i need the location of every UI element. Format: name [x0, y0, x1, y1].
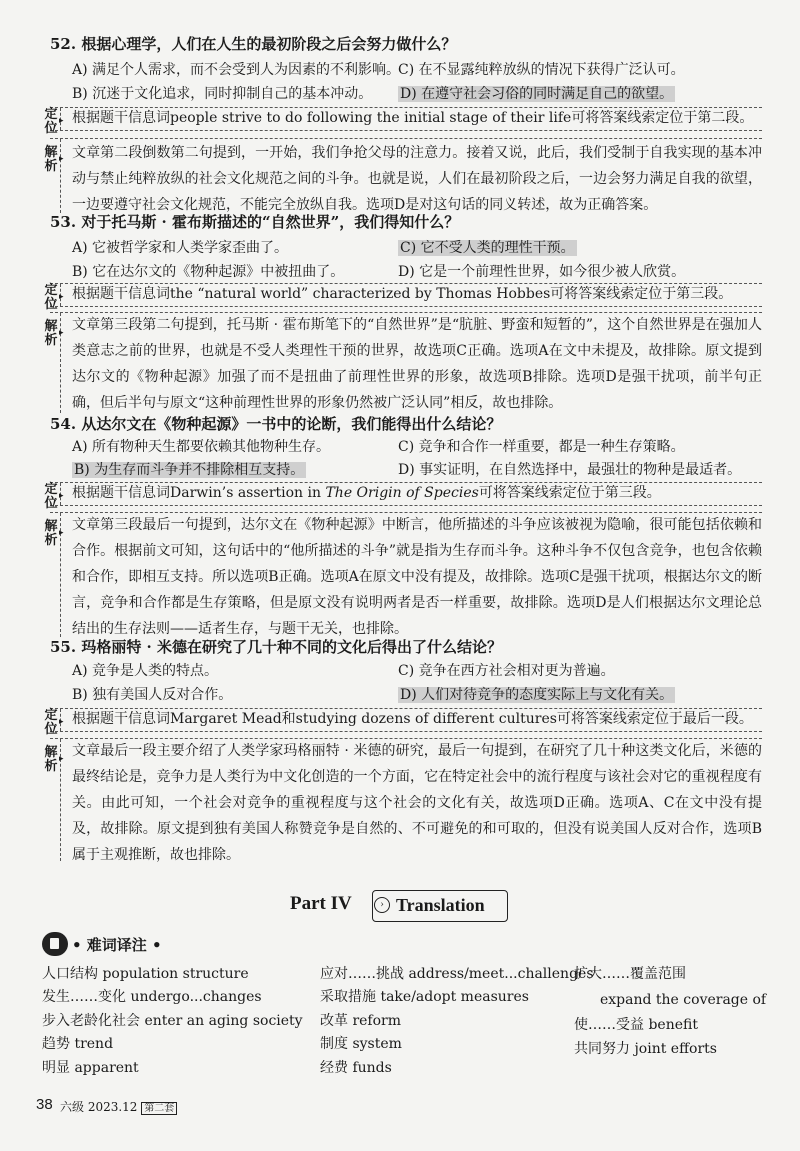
q52-answer-highlight: D) 在遵守社会习俗的同时满足自己的欲望。: [400, 86, 674, 102]
vocab-heading-label: • 难词译注 •: [72, 936, 162, 954]
page-number: 38: [36, 1096, 53, 1113]
arrow-right-icon: ▸: [59, 328, 64, 338]
vocab-item: 改革 reform: [320, 1013, 402, 1029]
footer-exam-label: 六级 2023.12: [60, 1100, 138, 1114]
explain-tag-label: 解析: [44, 145, 58, 174]
q54-option-d: D) 事实证明，在自然选择中，最强壮的物种是最适者。: [398, 462, 742, 478]
arrow-right-icon: ▸: [59, 491, 64, 501]
vocab-item: 趋势 trend: [42, 1036, 114, 1052]
question-54-title: 54. 从达尔文在《物种起源》一书中的论断，我们能得出什么结论？: [50, 415, 502, 433]
q55-option-d: [398, 685, 675, 705]
book-title: The Origin of Species: [325, 485, 479, 501]
q53-locate-tag: [44, 283, 64, 312]
locate-tag-label: 定位: [44, 708, 58, 737]
q53-option-a: A) 它被哲学家和人类学家歪曲了。: [72, 240, 289, 256]
vocab-item: 明显 apparent: [42, 1060, 139, 1076]
q52-option-a: A) 满足个人需求，而不会受到人为因素的不利影响。: [72, 62, 401, 78]
q54-option-a: A) 所有物种天生都要依赖其他物种生存。: [72, 439, 331, 455]
vocab-item: 共同努力 joint efforts: [574, 1041, 717, 1057]
q53-explanation: 文章第三段第二句提到，托马斯 · 霍布斯笔下的“自然世界”是“肮脏、野蛮和短暂的”，这个自然世界是在强加人类意志之前的世界，也就是不受人类理性干预的世界，故选项C正确。选项A在文中未提及，故排除。原文提到达尔文的《物种起源》加强了而不是扭曲了前理性世界的形象，故选项B排除。选项D是强干扰项，前半句正确，但后半句与原文“这种前理性世界的形象仍然被广泛认同”相反，故也排除。: [72, 317, 762, 411]
q53-option-c: [398, 238, 577, 258]
q54-answer-highlight: B) 为生存而斗争并不排除相互支持。: [74, 462, 305, 478]
locate-text-part: 根据题干信息词Darwin’s assertion in: [72, 485, 326, 501]
explain-tag-label: 解析: [44, 745, 58, 774]
vocab-item: 制度 system: [320, 1036, 402, 1052]
q55-option-a: A) 竞争是人类的特点。: [72, 663, 219, 679]
q54-option-b: [72, 460, 306, 480]
vocab-item: 经费 funds: [320, 1060, 392, 1076]
locate-tag-label: 定位: [44, 283, 58, 312]
q54-locate-tag: [44, 482, 64, 511]
q54-explain-tag: [44, 519, 64, 548]
q52-option-d: [398, 84, 675, 104]
q54-locate-text: [72, 483, 661, 503]
q55-option-b: B) 独有美国人反对合作。: [72, 687, 233, 703]
explain-tag-label: 解析: [44, 519, 58, 548]
locate-text-part: 可将答案线索定位于第三段。: [478, 485, 661, 501]
vocab-item: 扩大……覆盖范围: [574, 966, 686, 982]
question-55-title: 55. 玛格丽特 · 米德在研究了几十种不同的文化后得出了什么结论？: [50, 638, 502, 656]
q52-explanation: 文章第二段倒数第二句提到，一开始，我们争抢父母的注意力。接着又说，此后，我们受制于自我实现的基本冲动与禁止纯粹放纵的社会文化规范之间的斗争。也就是说，人们在最初阶段之后，一边会努力满足自我的欲望，一边要遵守社会文化规范，不能完全放纵自我。选项D是对这句话的同义转述，故为正确答案。: [72, 145, 762, 213]
q55-explanation: 文章最后一段主要介绍了人类学家玛格丽特 · 米德的研究，最后一句提到，在研究了几十种这类文化后，米德的最终结论是，竞争力是人类行为中文化创造的一个方面，它在特定社会中的流行程度与该社会对它的重视程度有关。由此可知，一个社会对竞争的重视程度与这个社会的文化有关，故选项D正确。选项A、C在文中没有提及，故排除。原文提到独有美国人称赞竞争是自然的、不可避免的和可取的，但没有说美国人反对合作，选项B属于主观推断，故也排除。: [72, 743, 762, 863]
chevron-right-icon: ›: [374, 897, 390, 913]
vocab-item: 应对……挑战 address/meet...challenges: [320, 966, 594, 982]
q55-answer-highlight: D) 人们对待竞争的态度实际上与文化有关。: [400, 687, 674, 703]
explain-tag-label: 解析: [44, 319, 58, 348]
q55-locate-text: 根据题干信息词Margaret Mead和studying dozens of different cultures可将答案线索定位于最后一段。: [72, 711, 753, 727]
arrow-right-icon: ▸: [59, 154, 64, 164]
q53-option-d: D) 它是一个前理性世界，如今很少被人欣赏。: [398, 264, 686, 280]
q52-explain-tag: [44, 145, 64, 174]
q53-option-b: B) 它在达尔文的《物种起源》中被扭曲了。: [72, 264, 345, 280]
q52-locate-tag: [44, 107, 64, 136]
vocab-item: 使……受益 benefit: [574, 1017, 698, 1033]
vocab-item: 发生……变化 undergo...changes: [42, 989, 262, 1005]
part-title: Part IV: [290, 893, 352, 914]
q52-option-b: B) 沉迷于文化追求，同时抑制自己的基本冲动。: [72, 86, 373, 102]
q53-locate-text: 根据题干信息词the “natural world” characterized by Thomas Hobbes可将答案线索定位于第三段。: [72, 286, 733, 302]
dash-divider: [60, 139, 61, 213]
locate-tag-label: 定位: [44, 482, 58, 511]
q52-option-c: C) 在不显露纯粹放纵的情况下获得广泛认可。: [398, 62, 685, 78]
section-label: Translation: [396, 895, 485, 915]
vocab-item: expand the coverage of: [600, 992, 767, 1008]
q55-explain-tag: [44, 745, 64, 774]
q52-locate-text: 根据题干信息词people strive to do following the initial stage of their life可将答案线索定位于第二段。: [72, 110, 754, 126]
q54-explanation: 文章第三段最后一句提到，达尔文在《物种起源》中断言，他所描述的斗争应该被视为隐喻，很可能包括依赖和合作。根据前文可知，这句话中的“他所描述的斗争”就是指为生存而斗争。这种斗争不仅包含竞争，也包含依赖和合作，即相互支持。所以选项B正确。选项A在原文中没有提及，故排除。选项C是强干扰项，根据达尔文的断言，竞争和合作都是生存策略，但是原文没有说明两者是否一样重要，故排除。选项D是人们根据达尔文理论总结出的生存法则——适者生存，与题干无关，也排除。: [72, 517, 762, 637]
arrow-right-icon: ▸: [59, 292, 64, 302]
arrow-right-icon: ▸: [59, 717, 64, 727]
arrow-right-icon: ▸: [59, 528, 64, 538]
locate-tag-label: 定位: [44, 107, 58, 136]
vocab-item: 步入老龄化社会 enter an aging society: [42, 1013, 303, 1029]
q55-locate-tag: [44, 708, 64, 737]
notebook-icon: [42, 932, 68, 956]
arrow-right-icon: ▸: [59, 116, 64, 126]
vocab-item: 人口结构 population structure: [42, 966, 249, 982]
footer-label: [60, 1098, 177, 1115]
vocab-item: 采取措施 take/adopt measures: [320, 989, 529, 1005]
question-52-title: 52. 根据心理学，人们在人生的最初阶段之后会努力做什么？: [50, 35, 457, 53]
q53-answer-highlight: C) 它不受人类的理性干预。: [400, 240, 575, 256]
question-53-title: 53. 对于托马斯 · 霍布斯描述的“自然世界”，我们得知什么？: [50, 213, 460, 231]
q55-option-c: C) 竞争在西方社会相对更为普遍。: [398, 663, 615, 679]
arrow-right-icon: ▸: [59, 754, 64, 764]
q54-option-c: C) 竞争和合作一样重要，都是一种生存策略。: [398, 439, 685, 455]
q53-explain-tag: [44, 319, 64, 348]
footer-set-badge: 第二套: [141, 1102, 177, 1115]
